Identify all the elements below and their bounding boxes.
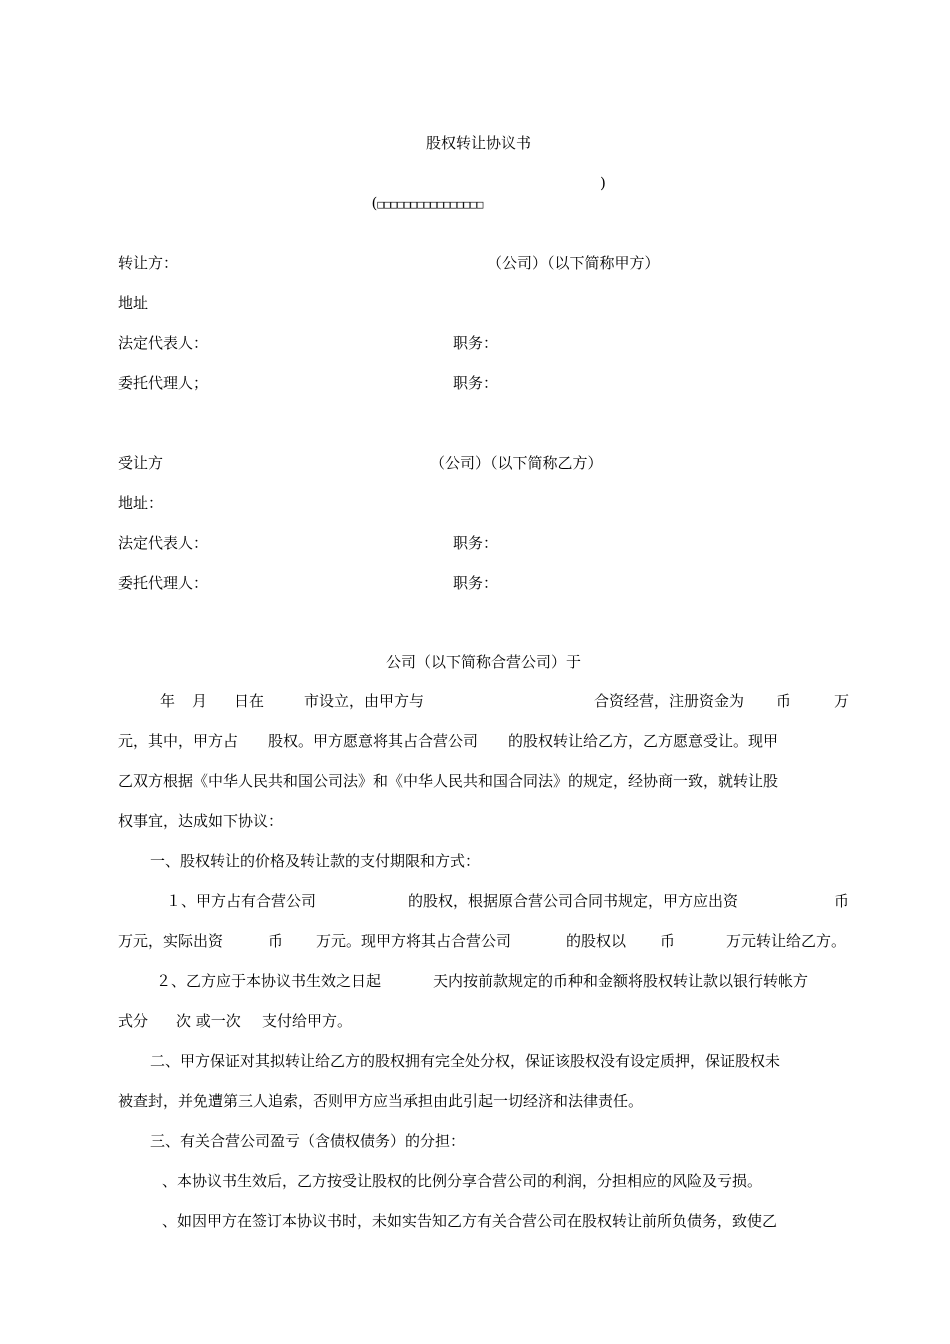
- section1-item2-line1-a: ２、乙方应于本协议书生效之日起: [156, 972, 382, 990]
- section3-item1: 、本协议书生效后，乙方按受让股权的比例分享合营公司的利润，分担相应的风险及亏损。: [162, 1172, 763, 1190]
- transferee-company: （公司）（以下简称乙方）: [430, 454, 603, 472]
- transferee-address: 地址：: [118, 494, 164, 512]
- section1-item1-line2-f: 万元转让给乙方。: [726, 932, 847, 950]
- intro-line2: 元，其中，甲方占 股权。甲方愿意将其占合营公司 的股权转让给乙方，乙方愿意受让。现甲: [118, 732, 779, 750]
- transferor-agent-title: 职务：: [453, 374, 499, 392]
- transferor-legal-rep: 法定代表人：: [118, 334, 209, 352]
- intro-line1-day: 日在: [234, 692, 265, 710]
- transferor-company: （公司）（以下简称甲方）: [487, 254, 660, 272]
- document-title: 股权转让协议书: [426, 134, 532, 152]
- section1-item1-line2-b: 币: [268, 932, 284, 950]
- intro-line4: 权事宜，达成如下协议：: [118, 812, 284, 830]
- section1-item1-line1-a: １、甲方占有合营公司: [166, 892, 317, 910]
- section1-item1-line1-c: 币: [834, 892, 850, 910]
- subtitle-garbled-text: □□□□□□□□□□□□□□□□: [377, 198, 484, 211]
- transferee-agent: 委托代理人：: [118, 574, 209, 592]
- intro-company-line: 公司（以下简称合营公司）于: [386, 653, 582, 671]
- intro-line1-jv: 合资经营，注册资金为: [594, 692, 745, 710]
- transferor-legal-rep-title: 职务：: [453, 334, 499, 352]
- intro-line1-city: 市设立，由甲方与: [304, 692, 425, 710]
- intro-line1-wan: 万: [834, 692, 850, 710]
- section1-item2-line2-a: 式分: [118, 1012, 149, 1030]
- section1-item1-line2-a: 万元，实际出资: [118, 932, 224, 950]
- transferee-label: 受让方: [118, 454, 164, 472]
- subtitle-open-paren: (: [371, 194, 378, 212]
- intro-line1-year: 年: [160, 692, 176, 710]
- intro-line3: 乙双方根据《中华人民共和国公司法》和《中华人民共和国合同法》的规定，经协商一致，就转让股: [118, 772, 779, 790]
- section2-line2: 被查封，并免遭第三人追索，否则甲方应当承担由此引起一切经济和法律责任。: [118, 1092, 644, 1110]
- document-subtitle: [362, 173, 483, 215]
- subtitle-close-paren: ): [600, 174, 606, 192]
- transferee-agent-title: 职务：: [453, 574, 499, 592]
- section1-item2-line1-b: 天内按前款规定的币种和金额将股权转让款以银行转帐方: [433, 972, 809, 990]
- section1-heading: 一、股权转让的价格及转让款的支付期限和方式：: [150, 852, 481, 870]
- transferor-label: 转让方：: [118, 254, 179, 272]
- section1-item2-line2-b: 次 或一次: [176, 1012, 241, 1030]
- transferee-legal-rep: 法定代表人：: [118, 534, 209, 552]
- transferor-address: 地址: [118, 294, 149, 312]
- intro-line1-month: 月: [192, 692, 208, 710]
- section1-item1-line2-e: 币: [660, 932, 676, 950]
- section3-heading: 三、有关合营公司盈亏（含债权债务）的分担：: [150, 1132, 466, 1150]
- section1-item1-line2-d: 的股权以: [566, 932, 627, 950]
- section3-item2: 、如因甲方在签订本协议书时，未如实告知乙方有关合营公司在股权转让前所负债务，致使乙: [162, 1212, 778, 1230]
- intro-line1-currency: 币: [776, 692, 792, 710]
- transferor-agent: 委托代理人；: [118, 374, 209, 392]
- transferee-legal-rep-title: 职务：: [453, 534, 499, 552]
- section1-item2-line2-c: 支付给甲方。: [262, 1012, 353, 1030]
- section1-item1-line2-c: 万元。现甲方将其占合营公司: [316, 932, 512, 950]
- section1-item1-line1-b: 的股权，根据原合营公司合同书规定，甲方应出资: [408, 892, 739, 910]
- section2-line1: 二、甲方保证对其拟转让给乙方的股权拥有完全处分权，保证该股权没有设定质押，保证股权未: [150, 1052, 781, 1070]
